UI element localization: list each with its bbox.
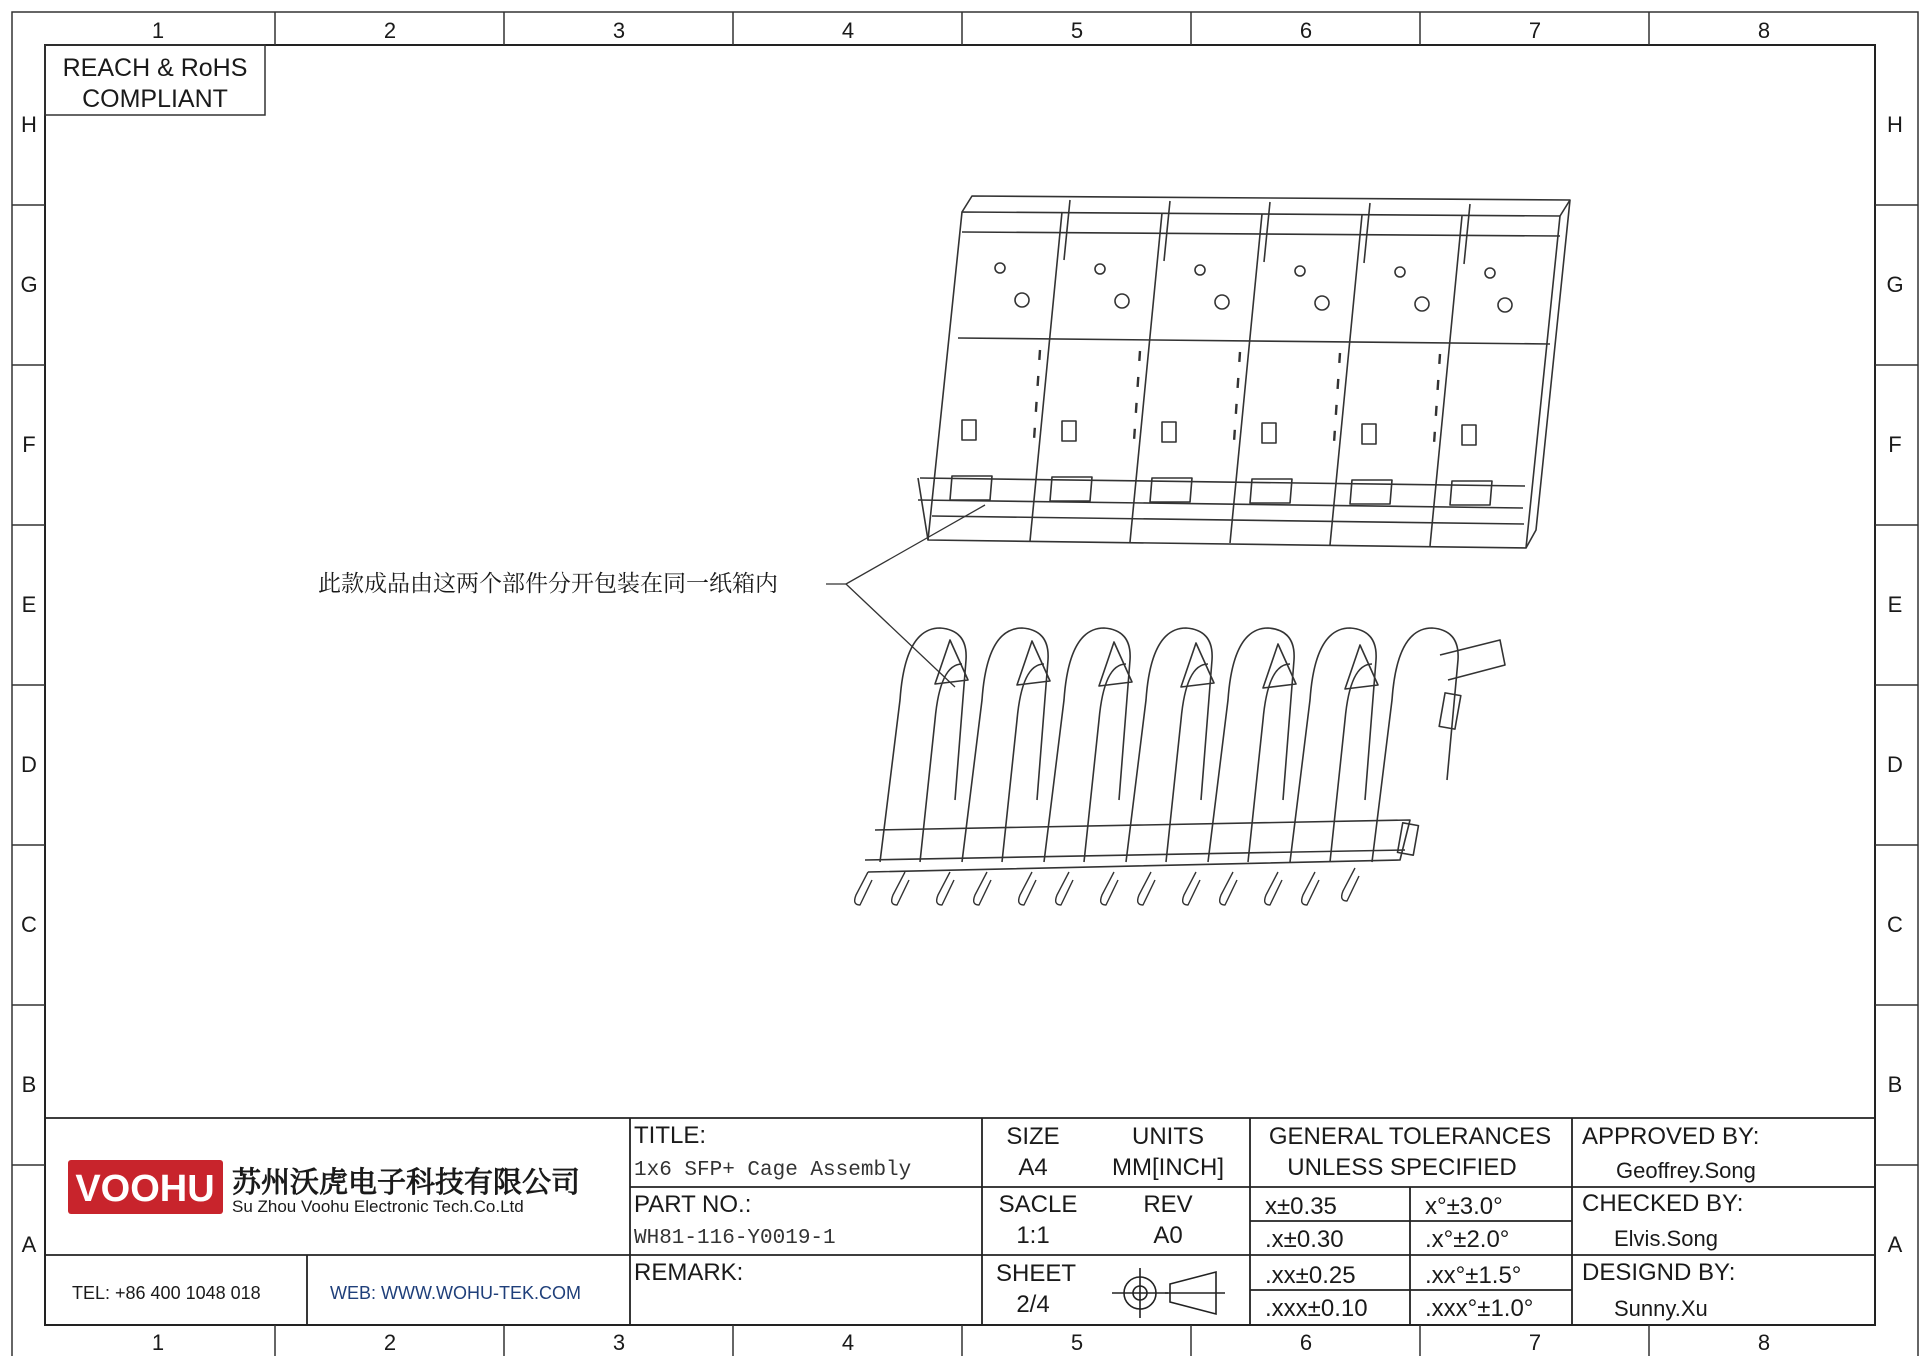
tolerance-angular: .xxx°±1.0° xyxy=(1425,1295,1534,1322)
tolerance-linear: .xxx±0.10 xyxy=(1265,1295,1368,1322)
cage-dash-lines xyxy=(1034,350,1440,444)
column-label: 2 xyxy=(383,1330,397,1355)
column-label: 4 xyxy=(841,1330,855,1355)
column-label: 4 xyxy=(841,18,855,43)
units-label: UNITS xyxy=(1132,1123,1204,1150)
gasket-drawing xyxy=(855,628,1505,905)
designed-by-label: DESIGND BY: xyxy=(1582,1259,1736,1286)
compliance-line-2: COMPLIANT xyxy=(82,85,228,113)
sheet-label: SHEET xyxy=(995,1260,1077,1287)
remark-label: REMARK: xyxy=(634,1259,744,1286)
compliance-line-1: REACH & RoHS xyxy=(62,54,248,82)
row-label: G xyxy=(1886,272,1904,297)
row-label: D xyxy=(21,752,37,777)
column-label: 5 xyxy=(1070,1330,1084,1355)
scale-label: SACLE xyxy=(998,1191,1078,1218)
row-label: A xyxy=(21,1232,37,1257)
rev-label: REV xyxy=(1143,1191,1193,1218)
logo-text: VOOHU xyxy=(75,1168,215,1210)
tolerance-angular: .xx°±1.5° xyxy=(1425,1262,1522,1289)
row-label: F xyxy=(22,432,36,457)
title-label: TITLE: xyxy=(634,1122,707,1149)
company-name-cn: 苏州沃虎电子科技有限公司 xyxy=(232,1165,581,1199)
checked-by-label: CHECKED BY: xyxy=(1582,1190,1744,1217)
column-label: 5 xyxy=(1070,18,1084,43)
row-label: E xyxy=(21,592,37,617)
tolerances-heading-1: GENERAL TOLERANCES xyxy=(1268,1123,1552,1150)
column-label: 8 xyxy=(1757,18,1771,43)
size-value: A4 xyxy=(1018,1154,1048,1181)
tolerances-heading-2: UNLESS SPECIFIED xyxy=(1287,1154,1517,1181)
compliance-box xyxy=(45,45,265,115)
rev-value: A0 xyxy=(1153,1222,1183,1249)
tolerance-linear: .xx±0.25 xyxy=(1265,1262,1356,1289)
row-label: C xyxy=(21,912,37,937)
checked-by-value: Elvis.Song xyxy=(1614,1226,1718,1251)
column-label: 6 xyxy=(1299,18,1313,43)
approved-by-label: APPROVED BY: xyxy=(1582,1123,1760,1150)
packaging-note: 此款成品由这两个部件分开包装在同一纸箱内 xyxy=(318,571,778,597)
column-label: 3 xyxy=(612,1330,626,1355)
outer-frame xyxy=(12,12,1918,1356)
tolerance-angular: x°±3.0° xyxy=(1425,1193,1503,1220)
tolerance-linear: .x±0.30 xyxy=(1265,1226,1344,1253)
approved-by-value: Geoffrey.Song xyxy=(1616,1158,1756,1183)
column-label: 7 xyxy=(1528,1330,1542,1355)
sheet-value: 2/4 xyxy=(1016,1291,1050,1318)
designed-by-value: Sunny.Xu xyxy=(1614,1296,1708,1321)
column-label: 6 xyxy=(1299,1330,1313,1355)
row-label: A xyxy=(1887,1232,1903,1257)
column-label: 8 xyxy=(1757,1330,1771,1355)
zone-ticks xyxy=(12,12,1918,1356)
row-label: H xyxy=(1887,112,1903,137)
row-label: E xyxy=(1887,592,1903,617)
title-value: 1x6 SFP+ Cage Assembly xyxy=(634,1159,912,1182)
company-logo xyxy=(68,1160,223,1214)
row-label: D xyxy=(1887,752,1903,777)
column-label: 7 xyxy=(1528,18,1542,43)
row-label: B xyxy=(21,1072,37,1097)
company-tel: TEL: +86 400 1048 018 xyxy=(72,1283,261,1303)
row-label: H xyxy=(21,112,37,137)
column-label: 3 xyxy=(612,18,626,43)
row-label: G xyxy=(20,272,38,297)
part-no-value: WH81-116-Y0019-1 xyxy=(634,1227,836,1250)
column-label: 2 xyxy=(383,18,397,43)
tolerance-linear: x±0.35 xyxy=(1265,1193,1337,1220)
row-label: B xyxy=(1887,1072,1903,1097)
part-no-label: PART NO.: xyxy=(634,1191,752,1218)
tolerance-angular: .x°±2.0° xyxy=(1425,1226,1510,1253)
column-label: 1 xyxy=(151,1330,165,1355)
row-label: F xyxy=(1888,432,1902,457)
company-name-en: Su Zhou Voohu Electronic Tech.Co.Ltd xyxy=(232,1197,524,1216)
units-value: MM[INCH] xyxy=(1112,1154,1224,1181)
company-web: WEB: WWW.WOHU-TEK.COM xyxy=(330,1283,581,1303)
cage-drawing xyxy=(918,196,1570,548)
row-labels xyxy=(20,112,1903,1257)
row-label: C xyxy=(1887,912,1903,937)
scale-value: 1:1 xyxy=(1016,1222,1050,1249)
size-label: SIZE xyxy=(1006,1123,1060,1150)
leader-lines xyxy=(826,505,985,687)
column-label: 1 xyxy=(151,18,165,43)
projection-symbol-icon xyxy=(1112,1268,1225,1318)
